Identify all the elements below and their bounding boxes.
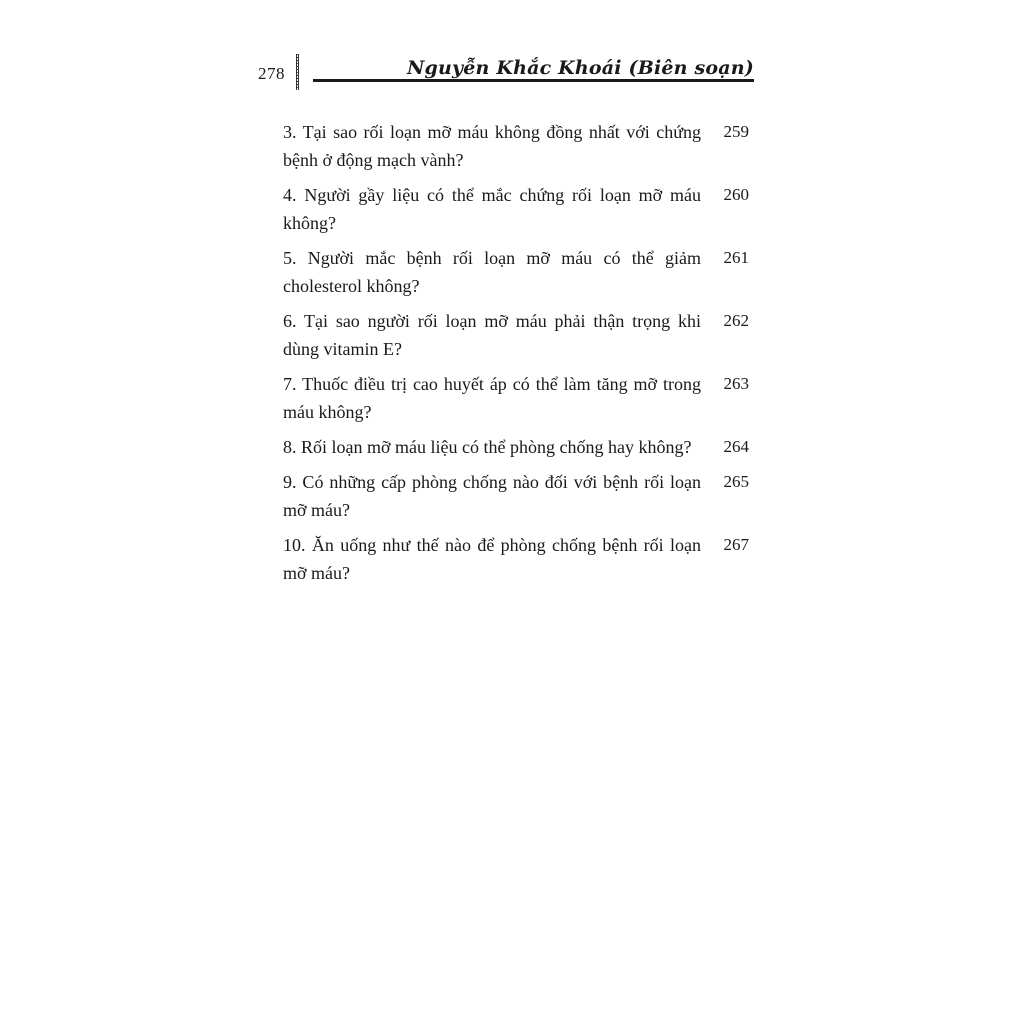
toc-entry-title: 7. Thuốc điều trị cao huyết áp có thể làm tăng mỡ trong máu không? xyxy=(283,374,701,422)
toc-entry-page: 264 xyxy=(723,437,749,456)
toc-entry xyxy=(283,468,753,524)
toc-entry-title: 5. Người mắc bệnh rối loạn mỡ máu có thể giảm cholesterol không? xyxy=(283,248,701,296)
toc-entry xyxy=(283,370,753,426)
toc-entry xyxy=(283,531,753,587)
running-head: Nguyễn Khắc Khoái (Biên soạn) xyxy=(406,57,754,79)
toc-entry xyxy=(283,181,753,237)
toc-entry-page: 263 xyxy=(723,374,749,393)
toc-entry xyxy=(283,244,753,300)
toc-entry-title: 9. Có những cấp phòng chống nào đối với bệnh rối loạn mỡ máu? xyxy=(283,472,701,520)
toc-entry-page: 261 xyxy=(723,248,749,267)
header-rule xyxy=(313,79,754,82)
header-ornament-divider xyxy=(296,54,299,90)
toc-entry-page: 259 xyxy=(723,122,749,141)
toc-entry xyxy=(283,118,753,174)
toc-entry-page: 267 xyxy=(723,535,749,554)
toc-entry xyxy=(283,433,753,461)
toc-entry-title: 10. Ăn uống như thế nào để phòng chống bệnh rối loạn mỡ máu? xyxy=(283,535,701,583)
toc-entry-page: 262 xyxy=(723,311,749,330)
toc-entry-page: 260 xyxy=(723,185,749,204)
toc-entry-title: 8. Rối loạn mỡ máu liệu có thể phòng chống hay không? xyxy=(283,437,692,457)
toc-entry-title: 6. Tại sao người rối loạn mỡ máu phải thận trọng khi dùng vitamin E? xyxy=(283,311,701,359)
page-number: 278 xyxy=(258,64,285,83)
toc-entry-title: 3. Tại sao rối loạn mỡ máu không đồng nhất với chứng bệnh ở động mạch vành? xyxy=(283,122,701,170)
toc-entry-page: 265 xyxy=(723,472,749,491)
toc-entry-title: 4. Người gầy liệu có thể mắc chứng rối loạn mỡ máu không? xyxy=(283,185,701,233)
table-of-contents xyxy=(283,118,753,594)
toc-entry xyxy=(283,307,753,363)
